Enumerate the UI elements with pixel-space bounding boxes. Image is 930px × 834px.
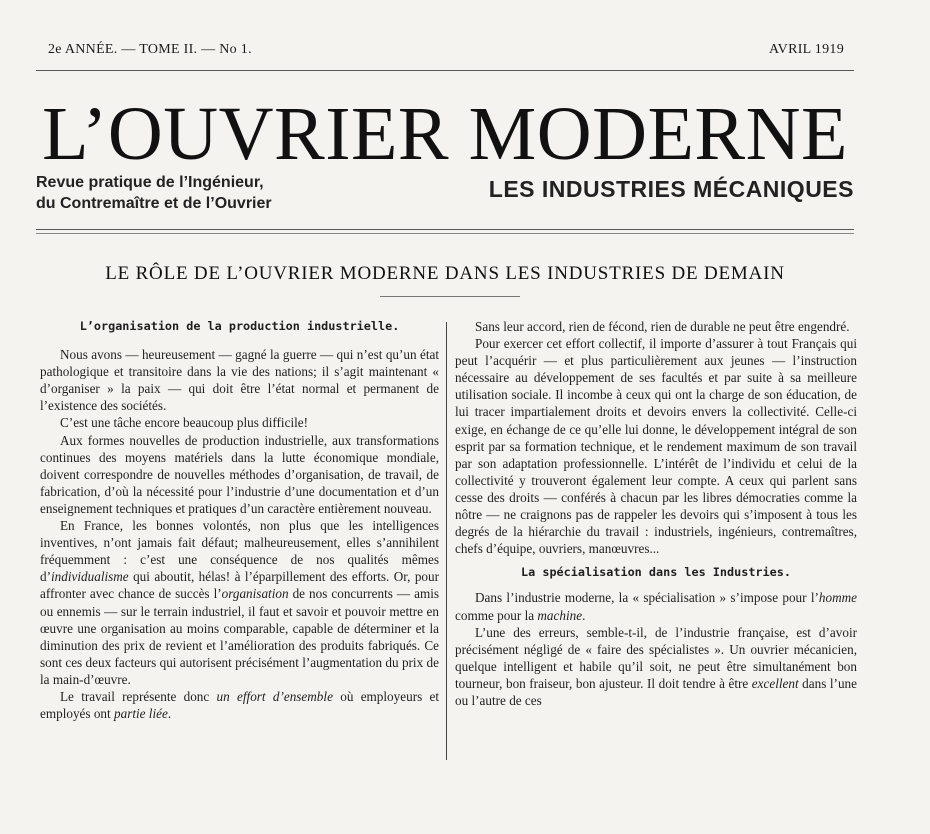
paragraph: Pour exercer cet effort collectif, il importe d’assurer à tout Français qui peut l’acquérir — et plus particulièrement aux jeunes — l’instruction nécessaire au développement de ses facultés et par suite à sa meilleure utilisation sociale. Il incombe à ceux qui ont la charge de son éducation, de lui tracer impartialement droits et devoirs envers la collectivité. Celle-ci exige, en échange de ce qu’elle lui donne, le développement intégral de son esprit par sa formation technique, et le rendement maximum de son travail par son adaptation professionnelle. L’intérêt de l’individu et celui de la collectivité y trouveront également leur compte. A ceux qui parlent sans cesse des droits — conférés à chacun par les libres démocraties comme la nôtre — ne craignons pas de rappeler les devoirs qui s’imposent à tous les degrés de la hiérarchie du travail : industriels, ingénieurs, contremaîtres, chefs d’équipe, ouvriers, manœuvres... [455,336,857,557]
paragraph: Le travail représente donc un effort d’ensemble où employeurs et employés ont partie liée. [40,688,440,722]
section-title: LES INDUSTRIES MÉCANIQUES [488,176,854,202]
section-heading-specialisation: La spécialisation dans les Industries. [521,565,791,580]
subtitle-line-2: du Contremaître et de l’Ouvrier [36,195,272,212]
masthead-title: L’OUVRIER MODERNE [42,92,848,176]
top-rule [36,70,854,71]
masthead-subtitle [36,172,272,214]
left-column [40,318,439,722]
emphasis: un effort d’ensemble [216,688,333,704]
emphasis: partie liée [114,706,168,722]
paragraph: Dans l’industrie moderne, la « spécialisation » s’impose pour l’homme comme pour la machine. [455,590,857,623]
emphasis: machine [537,607,583,623]
paragraph: L’une des erreurs, semble-t-il, de l’industrie française, est d’avoir précisément négligé de « faire des spécialistes ». Un ouvrier mécanicien, quelque intelligent et habile qu’il soit, ne peut être simultanément bon tourneur, bon fraiseur, bon ajusteur. Il doit tendre à être excellent dans l’une ou l’autre de ces [455,624,857,708]
emphasis: organisation [221,586,289,602]
paragraph: Aux formes nouvelles de production industrielle, aux transformations continues des moyens matériels dans la lutte économique mondiale, doivent correspondre de nouvelles méthodes d’organisation, de travail, de fabrication, d’où la nécessité pour l’industrie d’une documentation et d’un enseignement techniques et pratiques d’un caractère entièrement nouveau. [40,432,439,516]
masthead-rule-upper [36,229,854,230]
emphasis: individualisme [51,569,129,585]
right-column [455,318,857,709]
paragraph: C’est une tâche encore beaucoup plus difficile! [60,415,309,431]
subtitle-line-1: Revue pratique de l’Ingénieur, [36,174,264,191]
paragraph: En France, les bonnes volontés, non plus que les intelligences inventives, n’ont jamais fait défaut; malheureusement, elles s’annihilent fréquemment : c’est une conséquence de nos qualités mêmes d’individualisme qui aboutit, hélas! à l’éparpillement des efforts. Or, pour affronter avec chance de succès l’organisation de nos concurrents — amis ou ennemis — sur le terrain industriel, il faut et savoir et pouvoir mettre en œuvre une organisation au moins comparable, capable de déterminer et la diminution des prix de revient et l’amélioration des produits fabriqués. Ce sont ces deux facteurs qui autorisent précisément l’augmentation du prix de la main-d’œuvre. [40,518,439,687]
emphasis: homme [818,590,857,606]
paragraph: Sans leur accord, rien de fécond, rien de durable ne peut être engendré. [475,319,850,334]
title-underline [380,296,520,297]
issue-date: AVRIL 1919 [769,42,844,57]
issue-number: 2e ANNÉE. — TOME II. — No 1. [48,42,252,57]
masthead-rule-lower [36,233,854,234]
section-heading-organisation: L’organisation de la production industrielle. [79,319,400,333]
paragraph: Nous avons — heureusement — gagné la guerre — qui n’est qu’un état pathologique et transitoire dans la vie des nations; il s’agit maintenant « d’organiser » la paix — qui doit être l’état normal et permanent de l’existence des sociétés. [40,347,439,414]
emphasis: excellent [751,675,799,691]
column-divider [446,322,447,760]
article-title: LE RÔLE DE L’OUVRIER MODERNE DANS LES INDUSTRIES DE DEMAIN [105,263,785,284]
issue-line [48,42,844,58]
